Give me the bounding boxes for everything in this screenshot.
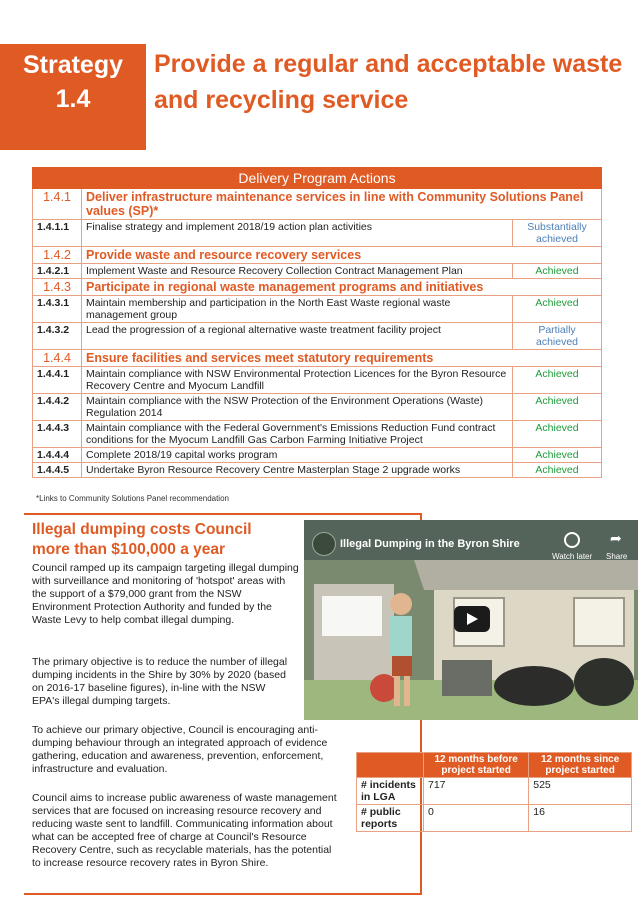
video-player[interactable] xyxy=(304,520,638,720)
play-button[interactable] xyxy=(454,606,490,632)
play-icon xyxy=(467,613,478,625)
table-heading: Delivery Program Actions xyxy=(33,168,602,189)
section-title: Participate in regional waste management programs and initiatives xyxy=(82,279,602,296)
dumping-stats-table xyxy=(356,752,632,832)
table-row xyxy=(33,367,602,394)
table-header-row xyxy=(33,168,602,189)
action-description: Complete 2018/19 capital works program xyxy=(82,448,513,463)
section-row xyxy=(33,279,602,296)
action-number: 1.4.2.1 xyxy=(33,264,82,279)
feature-paragraph: The primary objective is to reduce the number of illegal dumping incidents in the Shire by 30% by 2020 (based on 2016-17 baseline figures), in-line with the NSW EPA's illegal dumping targets. xyxy=(32,656,288,707)
status-badge: Substantially achieved xyxy=(513,220,602,247)
action-description: Maintain compliance with NSW Environmental Protection Licences for the Byron Resource Recovery Centre and Myocum Landfill xyxy=(82,367,513,394)
section-row xyxy=(33,247,602,264)
stats-corner-cell xyxy=(357,753,424,778)
table-row xyxy=(357,778,632,805)
column-header: 12 months since project started xyxy=(529,753,632,778)
action-description: Undertake Byron Resource Recovery Centre Masterplan Stage 2 upgrade works xyxy=(82,463,513,478)
status-badge: Achieved xyxy=(513,463,602,478)
channel-logo-icon xyxy=(312,532,336,556)
share-icon[interactable]: ➦ xyxy=(610,530,622,546)
table-row xyxy=(33,448,602,463)
table-row xyxy=(33,463,602,478)
action-description: Maintain membership and participation in the North East Waste regional waste management group xyxy=(82,296,513,323)
status-badge: Partially achieved xyxy=(513,323,602,350)
table-row xyxy=(33,220,602,247)
feature-title: Illegal dumping costs Council more than $100,000 a year xyxy=(32,521,252,558)
action-number: 1.4.4.4 xyxy=(33,448,82,463)
table-row xyxy=(33,264,602,279)
section-number: 1.4.2 xyxy=(33,247,82,264)
action-number: 1.4.4.2 xyxy=(33,394,82,421)
since-value: 525 xyxy=(529,778,632,805)
watch-later-label: Watch later xyxy=(552,552,593,561)
action-number: 1.4.1.1 xyxy=(33,220,82,247)
section-number: 1.4.3 xyxy=(33,279,82,296)
action-description: Maintain compliance with the NSW Protection of the Environment Operations (Waste) Regulation 2014 xyxy=(82,394,513,421)
action-number: 1.4.4.1 xyxy=(33,367,82,394)
feature-paragraph: Council ramped up its campaign targeting illegal dumping with surveillance and monitoring of 'hotspot' areas with the support of a $79,000 grant from the NSW Environment Protection Authority and funded by the Waste Levy to help combat illegal dumping. xyxy=(32,562,299,626)
since-value: 16 xyxy=(529,805,632,832)
section-row xyxy=(33,189,602,220)
table-row xyxy=(33,296,602,323)
status-badge: Achieved xyxy=(513,394,602,421)
column-header: 12 months before project started xyxy=(424,753,529,778)
action-number: 1.4.4.3 xyxy=(33,421,82,448)
status-badge: Achieved xyxy=(513,421,602,448)
section-row xyxy=(33,350,602,367)
action-description: Lead the progression of a regional alternative waste treatment facility project xyxy=(82,323,513,350)
row-label: # public reports xyxy=(357,805,424,832)
section-number: 1.4.1 xyxy=(33,189,82,220)
page-title: Provide a regular and acceptable waste and recycling service xyxy=(154,50,623,114)
section-title: Deliver infrastructure maintenance services in line with Community Solutions Panel values (SP)* xyxy=(82,189,602,220)
status-badge: Achieved xyxy=(513,367,602,394)
share-label: Share xyxy=(606,552,628,561)
status-badge: Achieved xyxy=(513,448,602,463)
strategy-number: 1.4 xyxy=(55,85,91,113)
footnote: *Links to Community Solutions Panel recommendation xyxy=(36,494,229,503)
stats-header-row xyxy=(357,753,632,778)
clock-icon[interactable] xyxy=(564,532,580,548)
before-value: 0 xyxy=(424,805,529,832)
status-badge: Achieved xyxy=(513,264,602,279)
table-row xyxy=(33,323,602,350)
section-title: Ensure facilities and services meet statutory requirements xyxy=(82,350,602,367)
action-number: 1.4.3.2 xyxy=(33,323,82,350)
action-number: 1.4.4.5 xyxy=(33,463,82,478)
action-description: Maintain compliance with the Federal Government's Emissions Reduction Fund contract conditions for the Myocum Landfill Gas Carbon Farming Initiative Project xyxy=(82,421,513,448)
action-number: 1.4.3.1 xyxy=(33,296,82,323)
action-description: Finalise strategy and implement 2018/19 action plan activities xyxy=(82,220,513,247)
feature-paragraph: To achieve our primary objective, Council is encouraging anti-dumping behaviour through an integrated approach of evidence gathering, education and awareness, prevention, enforcement, infrastructure and evaluation. xyxy=(32,724,328,775)
section-title: Provide waste and resource recovery services xyxy=(82,247,602,264)
delivery-actions-table xyxy=(32,167,602,478)
before-value: 717 xyxy=(424,778,529,805)
table-row xyxy=(33,421,602,448)
row-label: # incidents in LGA xyxy=(357,778,424,805)
video-title: Illegal Dumping in the Byron Shire xyxy=(340,538,520,550)
status-badge: Achieved xyxy=(513,296,602,323)
action-description: Implement Waste and Resource Recovery Collection Contract Management Plan xyxy=(82,264,513,279)
table-row xyxy=(33,394,602,421)
feature-paragraph: Council aims to increase public awareness of waste management services that are focused on increasing resource recovery and reducing waste sent to landfill. Communicating information about what can be accepted free of charge at Council's Resource Recovery Centre, such as recyclable materials, has the potential to increase resource recovery rates in Byron Shire. xyxy=(32,792,337,869)
strategy-label: Strategy xyxy=(22,51,124,79)
section-number: 1.4.4 xyxy=(33,350,82,367)
strategy-badge xyxy=(0,44,146,150)
table-row xyxy=(357,805,632,832)
